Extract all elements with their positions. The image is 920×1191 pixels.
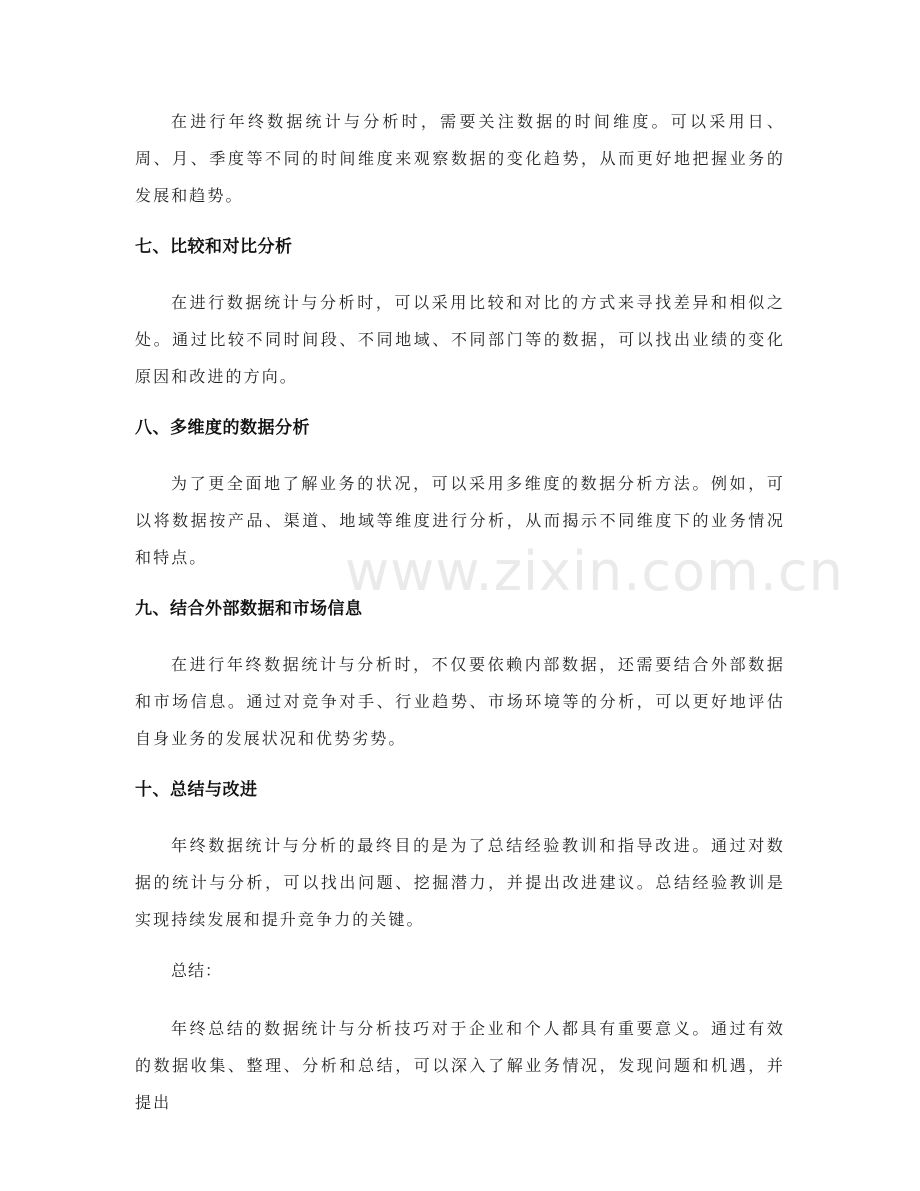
- paragraph-multidimensional: 为了更全面地了解业务的状况，可以采用多维度的数据分析方法。例如，可以将数据按产品、渠道、地域等维度进行分析，从而揭示不同维度下的业务情况和特点。: [135, 474, 785, 567]
- heading-section-10: 十、总结与改进: [135, 780, 258, 800]
- paragraph-time-dimension: 在进行年终数据统计与分析时，需要关注数据的时间维度。可以采用日、周、月、季度等不同的时间维度来观察数据的变化趋势，从而更好地把握业务的发展和趋势。: [135, 112, 785, 205]
- heading-section-8: 八、多维度的数据分析: [135, 418, 310, 438]
- watermark-text: www.zixin.com.cn: [345, 540, 844, 603]
- heading-section-9: 九、结合外部数据和市场信息: [135, 599, 363, 619]
- paragraph-summary-improvement: 年终数据统计与分析的最终目的是为了总结经验教训和指导改进。通过对数据的统计与分析，可以找出问题、挖掘潜力，并提出改进建议。总结经验教训是实现持续发展和提升竞争力的关键。: [135, 836, 785, 929]
- paragraph-conclusion: 年终总结的数据统计与分析技巧对于企业和个人都具有重要意义。通过有效的数据收集、整理、分析和总结，可以深入了解业务情况，发现问题和机遇，并提出: [135, 1019, 785, 1112]
- heading-section-7: 七、比较和对比分析: [135, 237, 293, 257]
- paragraph-external-data: 在进行年终数据统计与分析时，不仅要依赖内部数据，还需要结合外部数据和市场信息。通过对竞争对手、行业趋势、市场环境等的分析，可以更好地评估自身业务的发展状况和优势劣势。: [135, 655, 785, 748]
- document-body: [135, 103, 785, 1139]
- paragraph-comparison: 在进行数据统计与分析时，可以采用比较和对比的方式来寻找差异和相似之处。通过比较不同时间段、不同地域、不同部门等的数据，可以找出业绩的变化原因和改进的方向。: [135, 293, 785, 386]
- summary-label: 总结：: [171, 961, 223, 980]
